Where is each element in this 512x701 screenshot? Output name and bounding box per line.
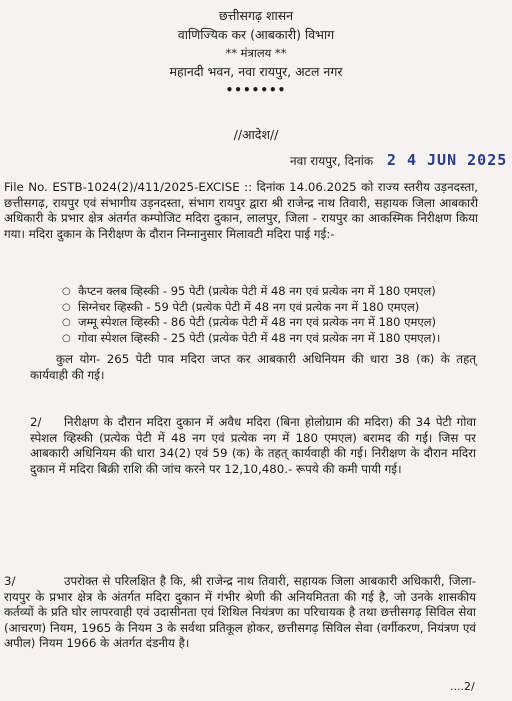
govt-name: छत्तीसगढ़ शासन (218, 8, 294, 23)
office-address: महानदी भवन, नवा रायपुर, अटल नगर (169, 64, 343, 79)
ministry-label: ** मंत्रालय ** (225, 46, 287, 60)
list-item-text: सिग्नेचर व्हिस्की - 59 पेटी (प्रत्येक पेटी में 48 नग एवं प्रत्येक नग में 180 एमएल) (78, 299, 420, 314)
list-item (62, 300, 482, 316)
date-stamp: 2 4 JUN 2025 (386, 151, 508, 169)
place-date-label: नवा रायपुर, दिनांक (290, 154, 374, 168)
paragraph-2 (30, 415, 476, 477)
paragraph-3-text: उपरोक्त से परिलक्षित है कि, श्री राजेन्द्र नाथ तिवारी, सहायक जिला आबकारी अधिकारी, जिला- रायपुर के प्रभार क्षेत्र के अंतर्गत मदिरा दुकान में गंभीर श्रेणी की अनियमितता की गई है, जो उनके शासकीय कर्तव्यों के प्रति घोर लापरवाही एवं उदासीनता एवं शिथिल नियंत्रण का परिचायक है तथा छत्तीसगढ़ सिविल सेवा (आचरण) नियम, 1965 के नियम 3 के सर्वथा प्रतिकूल होकर, छत्तीसगढ़ सिविल सेवा (वर्गीकरण, नियंत्रण एवं अपील) नियम 1966 के अंतर्गत दंडनीय है। (4, 574, 476, 650)
total-paragraph (30, 352, 476, 383)
paragraph-1: File No. ESTB-1024(2)/411/2025-EXCISE :: दिनांक 14.06.2025 को राज्य स्तरीय उड़नदस्ता, छत्तीसगढ़, रायपुर एवं संभागीय उड़नदस्ता, संभाग रायपुर द्वारा श्री राजेन्द्र नाथ तिवारी, सहायक जिला आबकारी अधिकारी के प्रभार क्षेत्र अंतर्गत कम्पोजिट मदिरा दुकान, लालपुर, जिला - रायपुर का आकस्मिक निरीक्षण किया गया। मदिरा दुकान के निरीक्षण के दौरान निम्नानुसार मिलावटी मदिरा पाई गई:- (4, 180, 478, 241)
order-title: //आदेश// (233, 127, 279, 142)
header-separator: ••••••• (225, 83, 287, 97)
bullet-icon: ○ (62, 286, 71, 297)
paragraph-3 (4, 574, 476, 652)
total-text: कुल योग- 265 पेटी पाव मदिरा जप्त कर आबकारी अधिनियम की धारा 38 (क) के तहत् कार्यवाही की गई। (30, 352, 476, 382)
bullet-icon: ○ (62, 332, 71, 344)
paragraph-2-text: निरीक्षण के दौरान मदिरा दुकान में अवैध मदिरा (बिना होलोग्राम की मदिरा) की 34 पेटी गोवा स्पेशल व्हिस्की (प्रत्येक पेटी में 48 नग एवं प्रत्येक नग में 180 एमएल) बरामद की गई। जिस पर आबकारी अधिनियम की धारा 34(2) एवं 59 (क) के तहत् कार्यवाही की गई। निरीक्षण के दौरान मदिरा दुकान में मदिरा बिक्री राशि की जांच करने पर 12,10,480.- रूपये की कमी पायी गई। (30, 415, 476, 476)
list-item (62, 331, 482, 347)
place-date-line (290, 151, 507, 169)
paragraph-number: 2/ (30, 415, 42, 429)
bullet-icon: ○ (62, 317, 71, 328)
list-item (62, 284, 482, 300)
list-item-text: जम्मू स्पेशल व्हिस्की - 86 पेटी (प्रत्येक पेटी में 48 नग एवं प्रत्येक नग में 180 एमएल) (78, 315, 436, 329)
paragraph-number: 3/ (4, 574, 16, 588)
page-continuation: ....2/ (450, 680, 475, 693)
list-item-text: कैप्टन क्लब व्हिस्की - 95 पेटी (प्रत्येक पेटी में 48 नग एवं प्रत्येक नग में 180 एमएल) (78, 284, 436, 298)
list-item-text: गोवा स्पेशल व्हिस्की - 25 पेटी (प्रत्येक पेटी में 48 नग एवं प्रत्येक नग में 180 एमएल)। (78, 330, 441, 345)
bullet-icon: ○ (62, 301, 71, 313)
seized-liquor-list (62, 284, 482, 346)
department-name: वाणिज्यिक कर (आबकारी) विभाग (177, 27, 335, 42)
list-item (62, 315, 482, 331)
